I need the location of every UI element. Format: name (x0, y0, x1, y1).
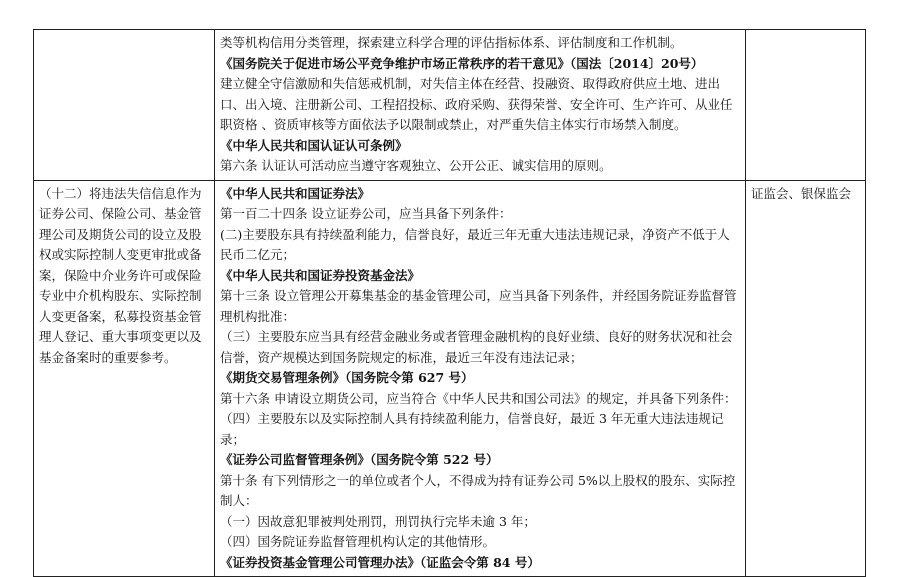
law-title: 《证券投资基金管理公司管理办法》（证监会令第 84 号） (220, 554, 540, 570)
law-article-text: （三）主要股东应当具有经营金融业务或者管理金融机构的良好业绩、良好的财务状况和社会信誉，资产规模达到国务院规定的标准，最近三年没有违法记录； (220, 329, 733, 365)
table-row (34, 180, 866, 577)
legal-basis-cell (215, 180, 746, 577)
legal-basis-cell (215, 30, 746, 181)
law-article-text: 第一百二十四条 设立证券公司，应当具备下列条件： (220, 206, 512, 221)
law-article-text: 建立健全守信激励和失信惩戒机制，对失信主体在经营、投融资、取得政府供应土地、进出口、出入境、注册新公司、工程招投标、政府采购、获得荣誉、安全许可、生产许可、从业任职资格 、资质审核等方面依法予以限制或禁止，对严重失信主体实行市场禁入制度。 (220, 76, 733, 132)
law-article-text: （四）主要股东以及实际控制人具有持续盈利能力，信誉良好，最近 3 年无重大违法违规记录； (220, 411, 724, 447)
agency-cell: 证监会、银保监会 (746, 180, 866, 577)
law-article-text: （四）国务院证券监督管理机构认定的其他情形。 (220, 534, 496, 549)
law-title: 《中华人民共和国证券投资基金法》 (220, 267, 421, 283)
law-title: 《国务院关于促进市场公平竞争维护市场正常秩序的若干意见》（国法〔2014〕20号） (220, 55, 704, 71)
law-title: 《中华人民共和国认证认可条例》 (220, 137, 408, 153)
measure-cell: （十二）将违法失信信息作为证券公司、保险公司、基金管理公司及期货公司的设立及股权或实际控制人变更审批或备案，保险中介业务许可或保险专业中介机构股东、实际控制人变更备案，私募投资基金管理人登记、重大事项变更以及基金备案时的重要参考。 (34, 180, 215, 577)
law-title: 《证券公司监督管理条例》（国务院令第 522 号） (220, 452, 499, 467)
law-title: 《期货交易管理条例》（国务院令第 627 号） (220, 370, 474, 385)
table-row (34, 30, 866, 181)
law-article-text: 第六条 认证认可活动应当遵守客观独立、公开公正、诚实信用的原则。 (220, 158, 612, 173)
law-title: 《中华人民共和国证券法》 (220, 185, 371, 201)
law-article-text: （一）因故意犯罪被判处刑罚，刑罚执行完毕未逾 3 年； (220, 513, 536, 529)
law-article-text: 类等机构信用分类管理，探索建立科学合理的评估指标体系、评估制度和工作机制。 (220, 35, 683, 50)
measure-cell (34, 30, 215, 181)
law-article-text: 第十六条 申请设立期货公司，应当符合《中华人民共和国公司法》的规定，并具备下列条件： (220, 390, 737, 406)
legal-basis-list (220, 33, 740, 177)
law-article-text: 第十条 有下列情形之一的单位或者个人，不得成为持有证券公司 5%以上股权的股东、实际控制人： (220, 472, 736, 508)
legal-basis-list (220, 184, 740, 574)
law-article-text: (二)主要股东具有持续盈利能力，信誉良好，最近三年无重大违法违规记录，净资产不低于人民币二亿元； (220, 226, 730, 262)
policy-table (33, 29, 866, 577)
law-article-text: 第十三条 设立管理公开募集基金的基金管理公司，应当具备下列条件，并经国务院证券监督管理机构批准： (220, 288, 737, 324)
agency-cell (746, 30, 866, 181)
